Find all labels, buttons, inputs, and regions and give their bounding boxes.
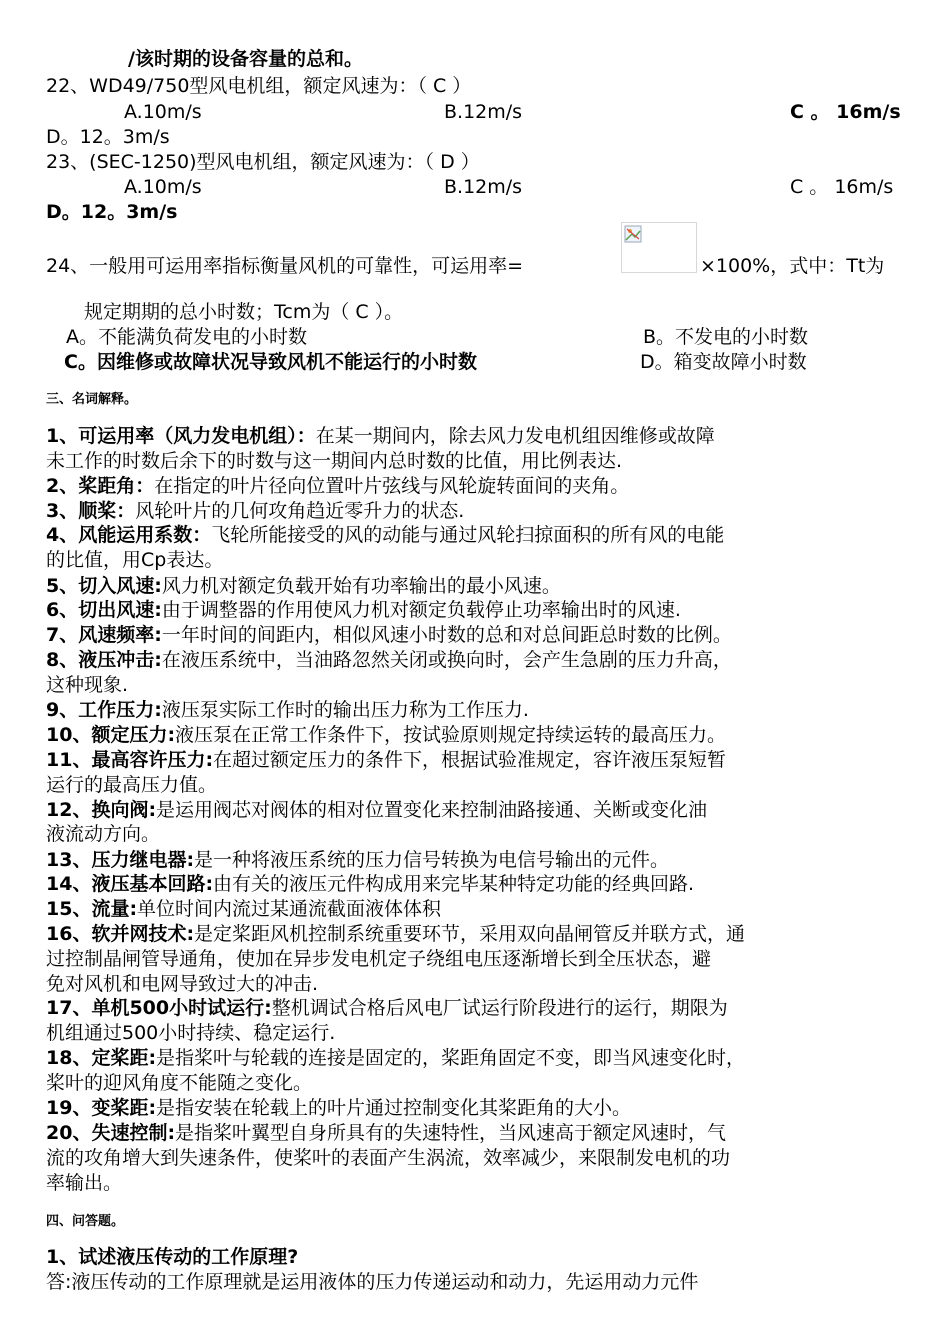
q23-option-c: C 。 16m/s	[790, 176, 894, 198]
term-8: 8、液压冲击:在液压系统中，当油路忽然关闭或换向时，会产生急剧的压力升高，	[46, 649, 732, 671]
q22-option-c: C 。 16m/s	[790, 101, 901, 123]
q24-option-c: C。因维修或故障状况导致风机不能运行的小时数	[64, 351, 477, 373]
term-20-cont2: 率输出。	[46, 1172, 123, 1194]
term-1-cont: 未工作的时数后余下的时数与这一期间内总时数的比值，用比例表达.	[46, 450, 623, 472]
prev-answer-tail: /该时期的设备容量的总和。	[128, 48, 363, 70]
term-15: 15、流量:单位时间内流过某通流截面液体体积	[46, 898, 442, 920]
term-3: 3、顺桨：风轮叶片的几何攻角趋近零升力的状态.	[46, 500, 465, 522]
term-16-cont2: 免对风机和电网导致过大的冲击.	[46, 973, 319, 995]
q24-option-b: B。不发电的小时数	[643, 326, 809, 348]
formula-image	[621, 222, 697, 273]
q23-stem: 23、(SEC-1250)型风电机组，额定风速为：（ D ）	[46, 151, 480, 173]
term-19: 19、变桨距:是指安装在轮载上的叶片通过控制变化其桨距角的大小。	[46, 1097, 632, 1119]
question-1: 1、试述液压传动的工作原理?	[46, 1246, 299, 1268]
term-6: 6、切出风速:由于调整器的作用使风力机对额定负载停止功率输出时的风速.	[46, 599, 681, 621]
q22-option-a: A.10m/s	[124, 101, 202, 123]
term-7: 7、风速频率:一年时间的间距内，相似风速小时数的总和对总间距总时数的比例。	[46, 624, 732, 646]
q23-option-b: B.12m/s	[444, 176, 523, 198]
section4-heading: 四、问答题。	[46, 1214, 125, 1229]
term-10: 10、额定压力:液压泵在正常工作条件下，按试验原则规定持续运转的最高压力。	[46, 724, 727, 746]
q23-option-a: A.10m/s	[124, 176, 202, 198]
term-8-cont: 这种现象.	[46, 674, 129, 696]
term-20-cont: 流的攻角增大到失速条件，使桨叶的表面产生涡流，效率减少，来限制发电机的功	[46, 1147, 731, 1169]
term-2: 2、桨距角：在指定的叶片径向位置叶片弦线与风轮旋转面间的夹角。	[46, 475, 630, 497]
q22-option-b: B.12m/s	[444, 101, 523, 123]
q24-option-d: D。箱变故障小时数	[640, 351, 807, 373]
q24-stem-pre: 24、一般用可运用率指标衡量风机的可靠性，可运用率=	[46, 255, 524, 277]
term-16-cont: 过控制晶闸管导通角，使加在异步发电机定子绕组电压逐渐增长到全压状态，避	[46, 948, 712, 970]
q22-option-d: D。12。3m/s	[46, 126, 170, 148]
term-9: 9、工作压力:液压泵实际工作时的输出压力称为工作压力.	[46, 699, 529, 721]
q23-option-d: D。12。3m/s	[46, 201, 178, 223]
q24-option-a: A。不能满负荷发电的小时数	[66, 326, 307, 348]
term-20: 20、失速控制:是指桨叶翼型自身所具有的失速特性，当风速高于额定风速时，气	[46, 1122, 727, 1144]
term-4: 4、风能运用系数：飞轮所能接受的风的动能与通过风轮扫掠面积的所有风的电能	[46, 524, 725, 546]
term-14: 14、液压基本回路:由有关的液压元件构成用来完毕某种特定功能的经典回路.	[46, 873, 695, 895]
term-4-cont: 的比值，用Cp表达。	[46, 549, 224, 571]
q24-stem-line2: 规定期期的总小时数；Tcm为（ C ）。	[84, 301, 404, 323]
term-12-cont: 液流动方向。	[46, 823, 161, 845]
term-5: 5、切入风速:风力机对额定负载开始有功率输出的最小风速。	[46, 575, 561, 597]
term-12: 12、换向阀:是运用阀芯对阀体的相对位置变化来控制油路接通、关断或变化油	[46, 799, 708, 821]
answer-1: 答:液压传动的工作原理就是运用液体的压力传递运动和动力，先运用动力元件	[46, 1271, 699, 1293]
term-11: 11、最高容许压力:在超过额定压力的条件下，根据试验准规定，容许液压泵短暂	[46, 749, 727, 771]
term-17-cont: 机组通过500小时持续、稳定运行.	[46, 1022, 336, 1044]
section3-heading: 三、名词解释。	[46, 392, 138, 407]
term-1: 1、可运用率（风力发电机组）：在某一期间内，除去风力发电机组因维修或故障	[46, 425, 715, 447]
term-16: 16、软并网技术:是定桨距风机控制系统重要环节，采用双向晶闸管反并联方式，通	[46, 923, 746, 945]
term-18-cont: 桨叶的迎风角度不能随之变化。	[46, 1072, 313, 1094]
term-11-cont: 运行的最高压力值。	[46, 774, 218, 796]
q24-stem-post: ×100%，式中：Tt为	[700, 255, 885, 277]
term-13: 13、压力继电器:是一种将液压系统的压力信号转换为电信号输出的元件。	[46, 849, 670, 871]
term-17: 17、单机500小时试运行:整机调试合格后风电厂试运行阶段进行的运行，期限为	[46, 997, 728, 1019]
broken-image-icon	[624, 225, 642, 243]
term-18: 18、定桨距:是指桨叶与轮载的连接是固定的，桨距角固定不变，即当风速变化时，	[46, 1047, 746, 1069]
q22-stem: 22、WD49/750型风电机组，额定风速为：（ C ）	[46, 75, 472, 97]
